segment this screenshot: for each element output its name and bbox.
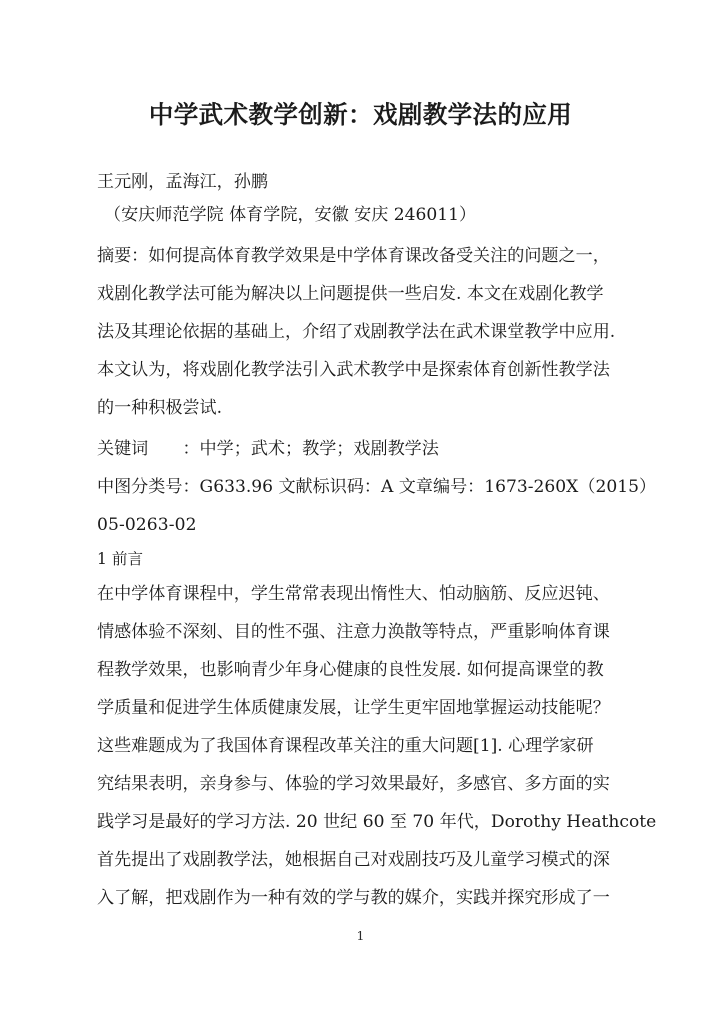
body-line: 首先提出了戏剧教学法，她根据自己对戏剧技巧及儿童学习模式的深 [97,850,610,870]
body-line: 入了解，把戏剧作为一种有效的学与教的媒介，实践并探究形成了一 [97,888,610,908]
abstract-line: 法及其理论依据的基础上，介绍了戏剧教学法在武术课堂教学中应用. [97,322,616,342]
body-line: 践学习是最好的学习方法. 20 世纪 60 至 70 年代，Dorothy Heathcote [97,812,657,832]
body-line: 程教学效果，也影响青少年身心健康的良性发展. 如何提高课堂的教 [97,660,604,680]
section-heading-introduction: 1 前言 [97,550,144,568]
classification-line: 05-0263-02 [97,515,197,535]
abstract-line: 的一种积极尝试. [97,398,223,418]
abstract-line: 戏剧化教学法可能为解决以上问题提供一些启发. 本文在戏剧化教学 [97,284,604,304]
abstract-line: 本文认为，将戏剧化教学法引入武术教学中是探索体育创新性教学法 [97,360,610,380]
classification-line: 中图分类号：G633.96 文献标识码：A 文章编号：1673-260X（2015） [97,477,657,497]
affiliation: （安庆师范学院 体育学院，安徽 安庆 246011） [104,205,477,225]
page-number: 1 [356,928,365,943]
page-title: 中学武术教学创新：戏剧教学法的应用 [148,100,573,130]
body-line: 学质量和促进学生体质健康发展，让学生更牢固地掌握运动技能呢？ [97,698,610,718]
keywords-line: 关键词 ：中学；武术；教学；戏剧教学法 [97,439,439,459]
body-line: 究结果表明，亲身参与、体验的学习效果最好，多感官、多方面的实 [97,774,610,794]
body-line: 情感体验不深刻、目的性不强、注意力涣散等特点，严重影响体育课 [97,622,610,642]
abstract-line: 摘要：如何提高体育教学效果是中学体育课改备受关注的问题之一， [97,246,610,266]
body-line: 在中学体育课程中，学生常常表现出惰性大、怕动脑筋、反应迟钝、 [97,584,610,604]
author-list: 王元刚，孟海江，孙鹏 [97,172,268,192]
body-line: 这些难题成为了我国体育课程改革关注的重大问题[1]. 心理学家研 [97,736,594,756]
